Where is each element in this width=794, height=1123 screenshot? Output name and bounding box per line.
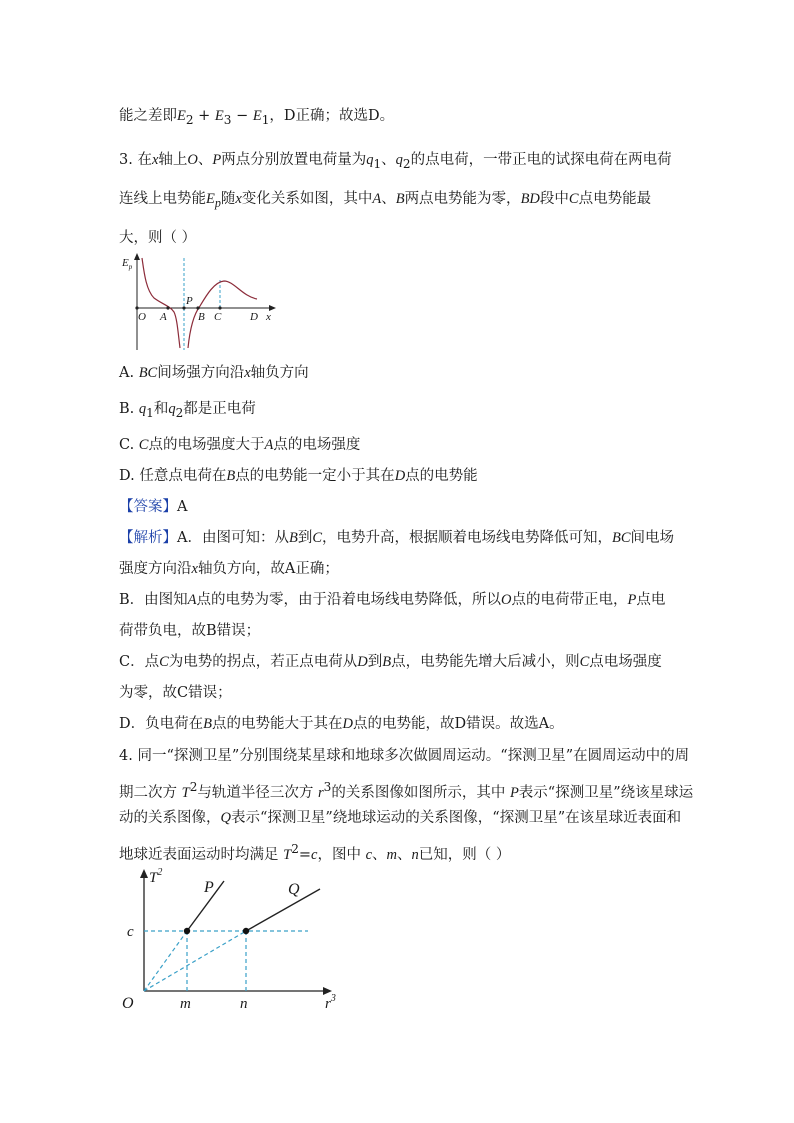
q4-y-axis-arrow bbox=[140, 869, 148, 878]
q4-line-Q bbox=[246, 889, 320, 931]
q3-point-C bbox=[218, 306, 221, 309]
q3-point-B bbox=[196, 306, 199, 309]
explanation-tag: 【解析】 bbox=[119, 530, 177, 546]
q3-explanation-line-5: C．点C为电势的拐点，若正点电荷从D到B点，电势能先增大后减小，则C点电场强度 bbox=[119, 654, 662, 670]
q3-explanation-line-4: 荷带负电，故B错误； bbox=[119, 623, 261, 639]
q3-label-O: O bbox=[138, 311, 146, 323]
q3-explanation-line-3: B．由图知A点的电势为零，由于沿着电场线电势降低，所以O点的电荷带正电，P点电 bbox=[119, 592, 666, 608]
q3-explanation-line-6: 为零，故C错误； bbox=[119, 685, 232, 701]
q3-potential-energy-graph bbox=[120, 252, 280, 352]
q4-stem-line-1: 4. 同一“探测卫星”分别围绕某星球和地球多次做圆周运动。“探测卫星”在圆周运动中的周 bbox=[119, 748, 690, 764]
q3-label-C: C bbox=[214, 311, 222, 323]
q4-label-Q: Q bbox=[288, 881, 300, 898]
q3-point-A bbox=[166, 306, 169, 309]
q4-label-O: O bbox=[122, 995, 134, 1012]
q3-explanation-line-2: 强度方向沿x轴负方向，故A正确； bbox=[119, 561, 339, 577]
q3-explanation-line-7: D．负电荷在B点的电势能大于其在D点的电势能，故D错误。故选A。 bbox=[119, 716, 564, 732]
q3-stem-line-3: 大，则（ ） bbox=[119, 230, 197, 246]
q3-label-x: x bbox=[266, 311, 271, 323]
q3-y-axis-arrow bbox=[134, 253, 140, 260]
q3-point-O bbox=[135, 306, 138, 309]
q4-dash-origin-Q bbox=[144, 931, 246, 991]
q4-ylabel: $T^2$ bbox=[149, 867, 163, 886]
q3-option-D: D. 任意点电荷在B点的电势能一定小于其在D点的电势能 bbox=[119, 468, 478, 484]
q4-dash-origin-P bbox=[144, 931, 187, 991]
q4-point-P bbox=[184, 928, 190, 934]
q4-T2-r3-graph bbox=[118, 866, 348, 1016]
q3-ylabel: $E_p$ bbox=[122, 257, 133, 271]
q3-option-C: C. C点的电场强度大于A点的电场强度 bbox=[119, 437, 361, 453]
q3-curve-left bbox=[142, 258, 180, 348]
q4-stem-line-4: 地球近表面运动时均满足 $T^2=c$，图中 c、m、n已知，则（ ） bbox=[119, 842, 511, 863]
q3-stem-line-2: 连线上电势能$E_p$随x变化关系如图，其中A、B两点电势能为零，BD段中C点电势能最 bbox=[119, 191, 652, 210]
q3-label-B: B bbox=[198, 311, 205, 323]
q4-label-P: P bbox=[204, 879, 214, 896]
answer-tag: 【答案】 bbox=[119, 499, 177, 515]
q3-explanation-line-1: 【解析】A．由图可知：从B到C，电势升高，根据顺着电场线电势降低可知，BC间电场 bbox=[119, 530, 675, 546]
q4-label-m: m bbox=[180, 996, 191, 1012]
q3-answer: 【答案】A bbox=[119, 499, 188, 515]
text-line-energy: 能之差即$E_2 + E_3 - E_1$，D正确；故选D。 bbox=[119, 108, 395, 127]
q3-option-B: B. $q_1$和$q_2$都是正电荷 bbox=[119, 401, 256, 420]
q3-label-D: D bbox=[250, 311, 258, 323]
q4-point-Q bbox=[243, 928, 249, 934]
q4-stem-line-3: 动的关系图像，Q表示“探测卫星”绕地球运动的关系图像，“探测卫星”在该星球近表面和 bbox=[119, 810, 682, 826]
q4-xlabel: $r^3$ bbox=[325, 993, 336, 1012]
q3-label-P: P bbox=[186, 295, 193, 307]
q4-label-n: n bbox=[240, 996, 248, 1012]
q3-option-A: A. BC间场强方向沿x轴负方向 bbox=[119, 365, 309, 381]
q3-stem-line-1: 3. 在x轴上O、P两点分别放置电荷量为$q_1$、$q_2$的点电荷，一带正电的试探电荷在两电荷 bbox=[119, 152, 672, 171]
q4-stem-line-2: 期二次方 $T^2$与轨道半径三次方 $r^3$的关系图像如图所示，其中 P表示“探测卫星”绕该星球运 bbox=[119, 780, 694, 801]
q4-label-c: c bbox=[127, 924, 134, 940]
q3-label-A: A bbox=[160, 311, 167, 323]
